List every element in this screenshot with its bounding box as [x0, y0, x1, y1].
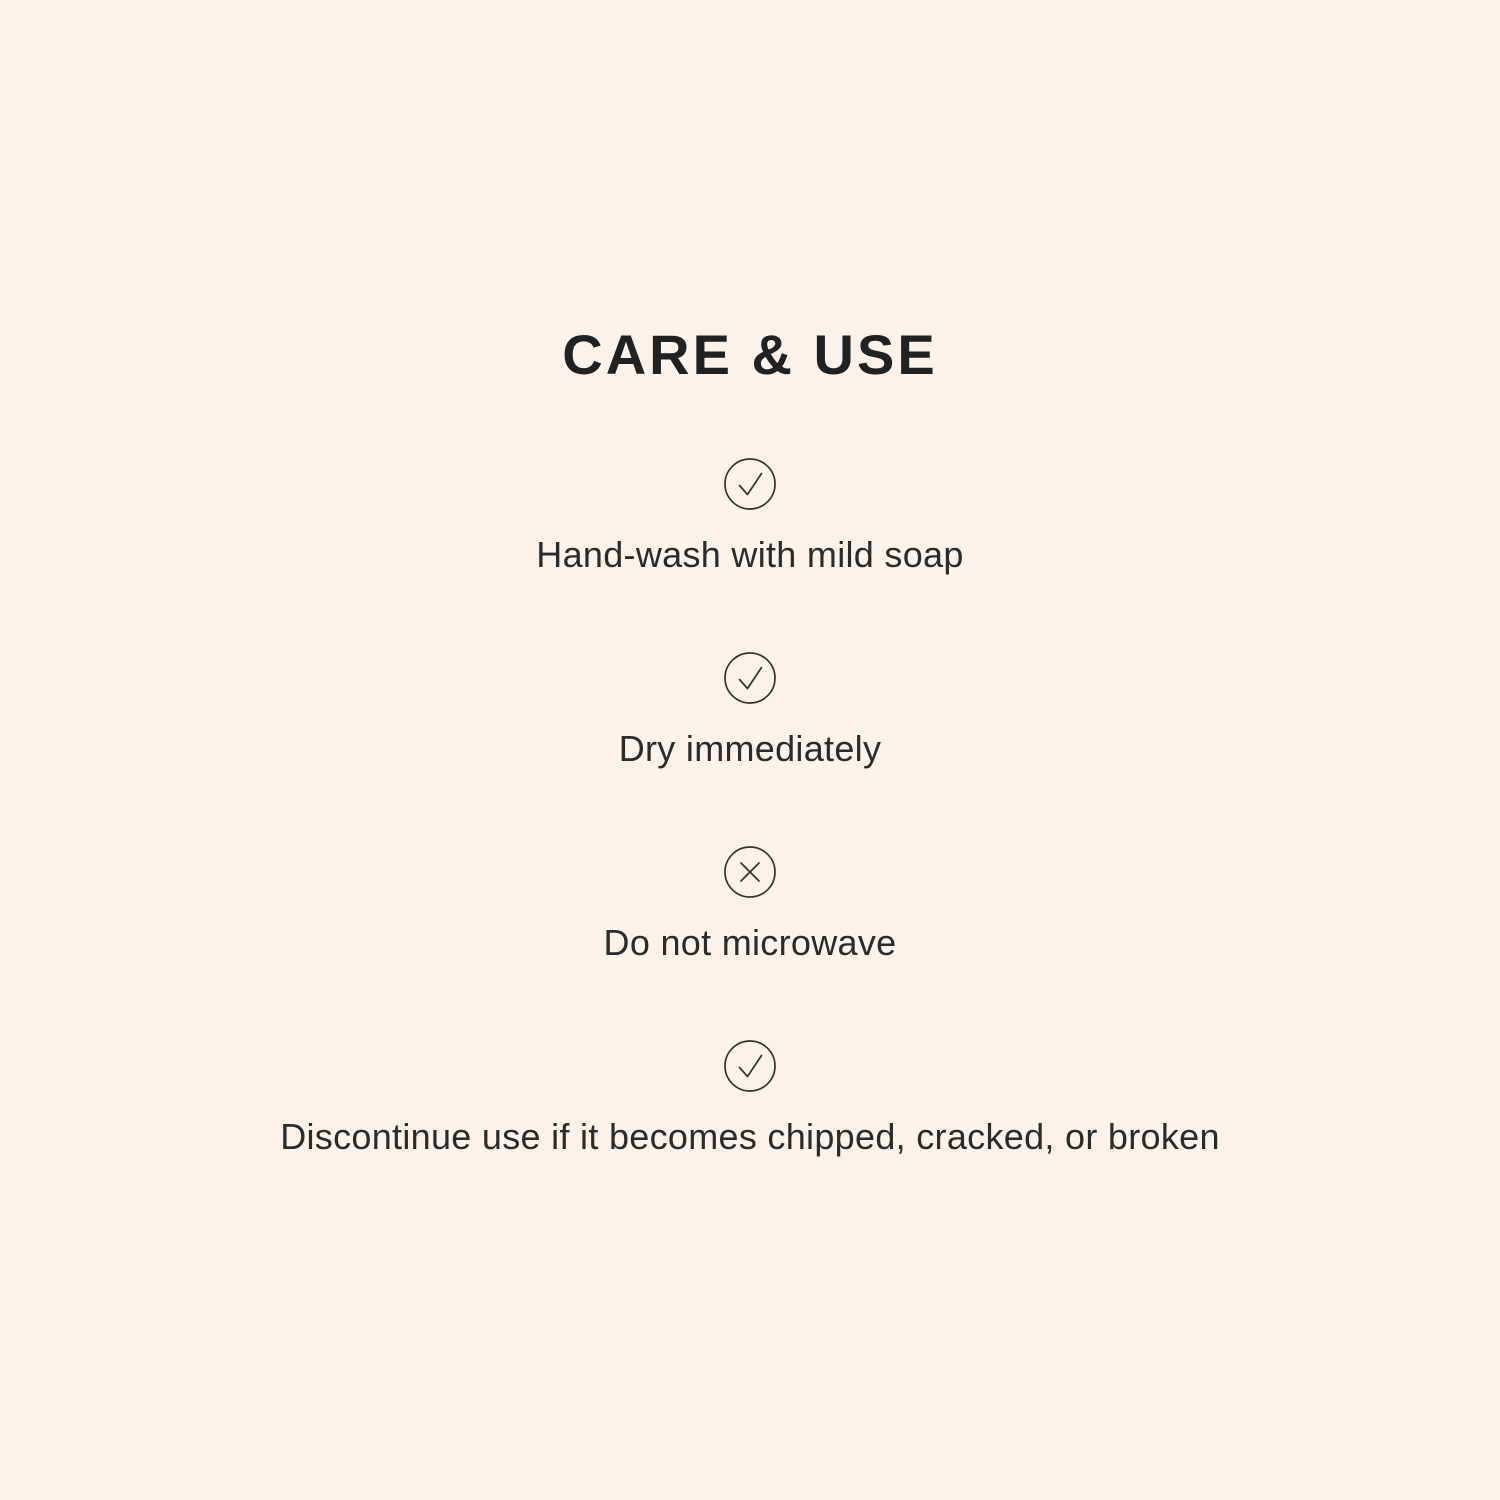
- care-item-no-microwave: [604, 846, 897, 964]
- check-circle-icon: [724, 458, 776, 510]
- care-item-label: Dry immediately: [618, 728, 882, 769]
- care-item-discontinue: [280, 1040, 1220, 1158]
- check-circle-icon: [724, 1040, 776, 1092]
- care-item-dry: [619, 652, 882, 770]
- care-item-label: Discontinue use if it becomes chipped, cracked, or broken: [280, 1116, 1220, 1157]
- check-circle-icon: [724, 652, 776, 704]
- cross-circle-icon: [724, 846, 776, 898]
- care-item-label: Do not microwave: [603, 922, 897, 963]
- page-title: CARE & USE: [562, 323, 938, 386]
- care-item-hand-wash: [536, 458, 963, 576]
- care-item-label: Hand-wash with mild soap: [536, 534, 964, 575]
